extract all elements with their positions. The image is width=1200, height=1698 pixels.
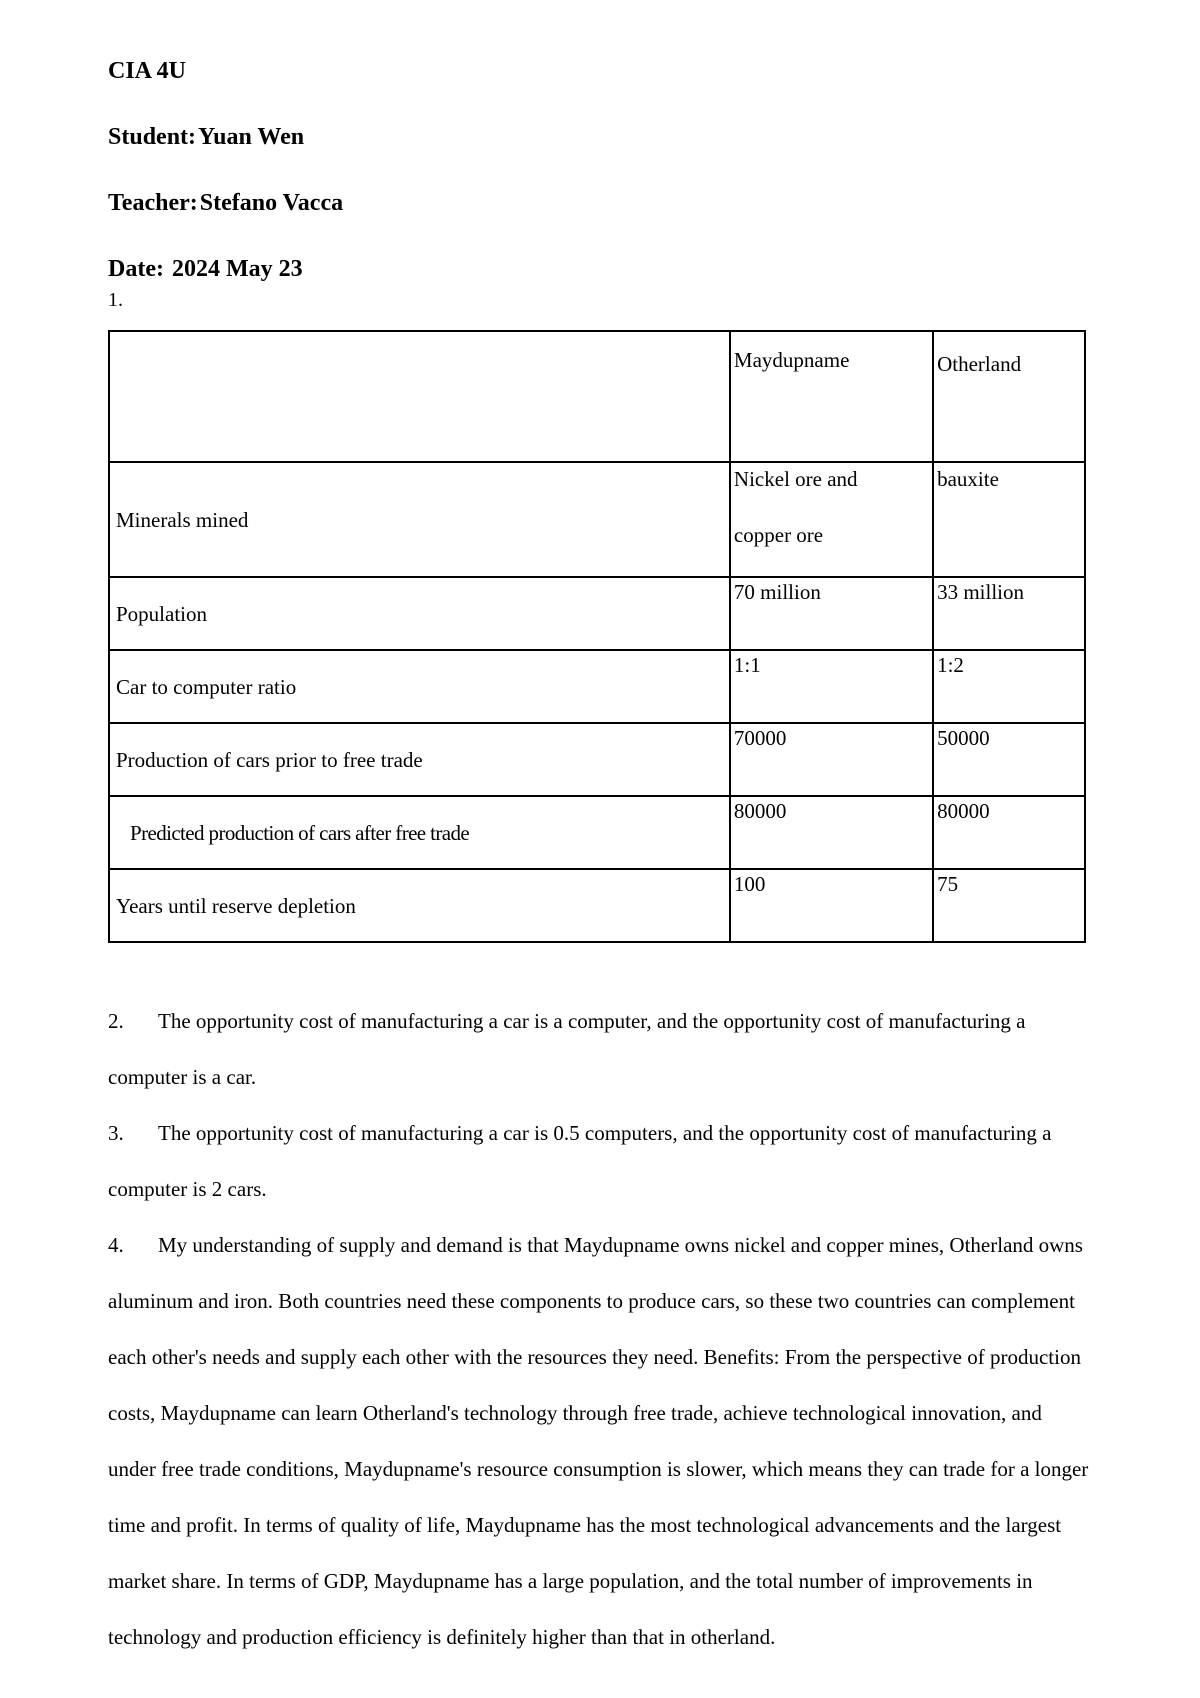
cell-otherland-population: 33 million [933, 577, 1085, 650]
teacher-name: Stefano Vacca [199, 190, 344, 216]
cell-otherland-reserve-depletion: 75 [933, 869, 1085, 942]
table-row [109, 869, 1085, 942]
table-row [109, 796, 1085, 869]
teacher-label: Teacher: [108, 190, 198, 216]
row-label-ratio: Car to computer ratio [109, 650, 730, 723]
row-label-production-after: Predicted production of cars after free trade [109, 796, 730, 869]
comparison-table [108, 330, 1086, 943]
course-code: CIA 4U [108, 58, 187, 84]
answer-4 [108, 1217, 1092, 1665]
student-label: Student: [108, 124, 197, 150]
question-1-number: 1. [108, 289, 123, 311]
row-label-reserve-depletion: Years until reserve depletion [109, 869, 730, 942]
student-line [108, 122, 1092, 152]
answer-2-number: 2. [108, 1009, 124, 1033]
table-row [109, 723, 1085, 796]
cell-maydupname-production-prior: 70000 [730, 723, 933, 796]
table-row [109, 462, 1085, 577]
column-header-otherland: Otherland [933, 331, 1085, 462]
student-name: Yuan Wen [198, 124, 305, 150]
answer-4-number: 4. [108, 1233, 124, 1257]
table-row [109, 650, 1085, 723]
cell-otherland-ratio: 1:2 [933, 650, 1085, 723]
minerals-line-1: Nickel ore and [733, 467, 858, 491]
cell-maydupname-reserve-depletion: 100 [730, 869, 933, 942]
date-value: 2024 May 23 [171, 256, 303, 282]
row-label-production-prior: Production of cars prior to free trade [109, 723, 730, 796]
date-line [108, 254, 1092, 284]
cell-otherland-minerals: bauxite [933, 462, 1085, 577]
answer-2-text: The opportunity cost of manufacturing a car is a computer, and the opportunity cost of manufacturing a computer is a car. [108, 1009, 1026, 1089]
cell-otherland-production-after: 80000 [933, 796, 1085, 869]
teacher-line [108, 188, 1092, 218]
answer-3-number: 3. [108, 1121, 124, 1145]
cell-maydupname-production-after: 80000 [730, 796, 933, 869]
table-corner-cell [109, 331, 730, 462]
cell-maydupname-ratio: 1:1 [730, 650, 933, 723]
answer-3 [108, 1105, 1092, 1217]
minerals-line-2: copper ore [733, 523, 824, 547]
table-header-row [109, 331, 1085, 462]
answers-section [108, 993, 1092, 1665]
row-label-minerals: Minerals mined [109, 462, 730, 577]
answer-3-text: The opportunity cost of manufacturing a car is 0.5 computers, and the opportunity cost of manufacturing a computer is 2 cars. [108, 1121, 1052, 1201]
answer-2 [108, 993, 1092, 1105]
answer-4-text: My understanding of supply and demand is that Maydupname owns nickel and copper mines, Otherland owns aluminum and iron. Both countries need these components to produce cars, so these two countries can complement each other's needs and supply each other with the resources they need. Benefits: From the perspective of production costs, Maydupname can learn Otherland's technology through free trade, achieve technological innovation, and under free trade conditions, Maydupname's resource consumption is slower, which means they can trade for a longer time and profit. In terms of quality of life, Maydupname has the most technological advancements and the largest market share. In terms of GDP, Maydupname has a large population, and the total number of improvements in technology and production efficiency is definitely higher than that in otherland. [108, 1233, 1089, 1649]
date-label: Date: [108, 256, 164, 282]
table-row [109, 577, 1085, 650]
cell-otherland-production-prior: 50000 [933, 723, 1085, 796]
cell-maydupname-population: 70 million [730, 577, 933, 650]
row-label-population: Population [109, 577, 730, 650]
cell-maydupname-minerals [730, 462, 933, 577]
column-header-maydupname: Maydupname [730, 331, 933, 462]
